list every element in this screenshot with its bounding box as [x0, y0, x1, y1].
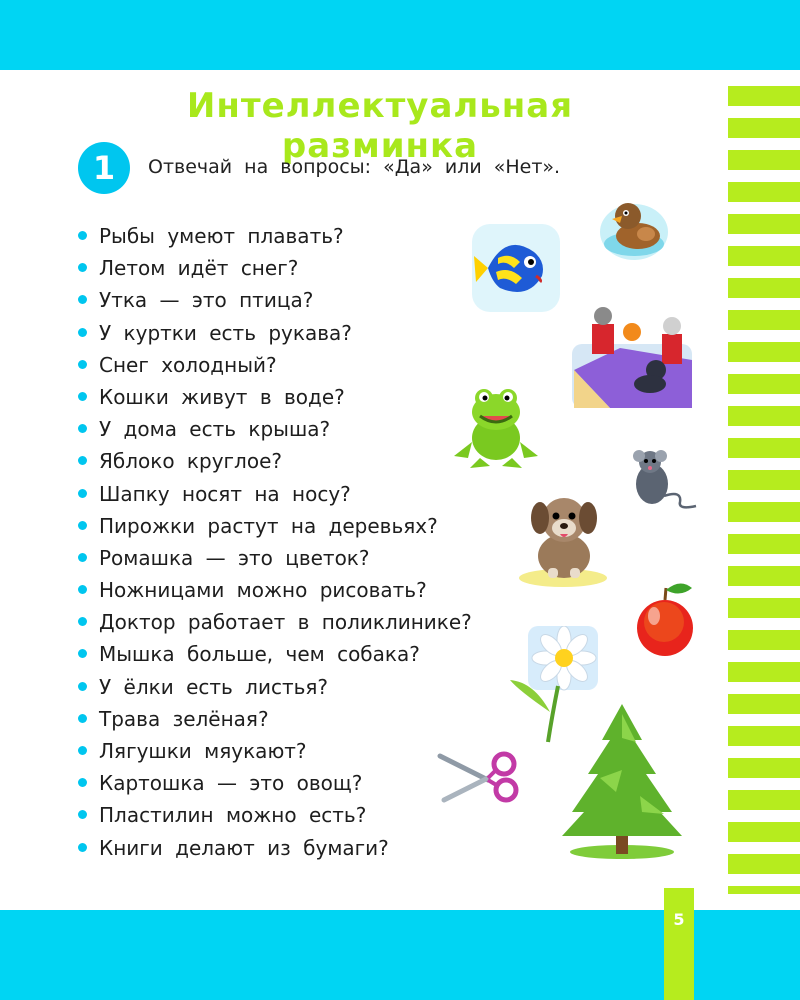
bullet-icon [78, 424, 87, 433]
bullet-icon [78, 521, 87, 530]
question-text: Доктор работает в поликлинике? [99, 610, 472, 635]
question-text: Ножницами можно рисовать? [99, 578, 427, 603]
question-item [78, 252, 472, 284]
question-item [78, 220, 472, 252]
scissors-icon [436, 748, 522, 808]
question-item [78, 671, 472, 703]
question-item [78, 735, 472, 767]
question-text: Лягушки мяукают? [99, 739, 307, 763]
question-text: Рыбы умеют плавать? [99, 224, 344, 248]
bullet-icon [78, 746, 87, 755]
question-item [78, 574, 472, 606]
task-instruction: Отвечай на вопросы: «Да» или «Нет». [148, 156, 561, 178]
question-item [78, 317, 472, 349]
question-text: Мышка больше, чем собака? [99, 642, 420, 667]
bullet-icon [78, 843, 87, 852]
question-list [78, 220, 472, 864]
fish-icon [470, 222, 562, 314]
bullet-icon [78, 328, 87, 337]
bullet-icon [78, 456, 87, 465]
question-text: Утка — это птица? [99, 288, 314, 313]
question-item [78, 606, 472, 638]
question-item [78, 832, 472, 864]
top-band [0, 0, 800, 70]
bullet-icon [78, 489, 87, 498]
mouse-icon [624, 446, 700, 514]
question-text: Шапку носят на носу? [99, 481, 351, 506]
question-item [78, 767, 472, 799]
question-item [78, 413, 472, 445]
question-item [78, 478, 472, 510]
bullet-icon [78, 617, 87, 626]
question-text: Кошки живут в воде? [99, 384, 345, 409]
bullet-icon [78, 392, 87, 401]
question-text: Пирожки растут на деревьях? [99, 513, 438, 538]
question-item [78, 542, 472, 574]
bullet-icon [78, 295, 87, 304]
page-number: 5 [673, 910, 685, 929]
question-text: У дома есть крыша? [99, 417, 331, 442]
question-item [78, 381, 472, 413]
question-text: Снег холодный? [99, 352, 277, 377]
bullet-icon [78, 778, 87, 787]
question-text: Яблоко круглое? [99, 449, 282, 474]
bullet-icon [78, 360, 87, 369]
dog-icon [514, 488, 612, 588]
fir-tree-icon [556, 700, 688, 862]
question-item [78, 284, 472, 316]
question-item [78, 799, 472, 831]
apple-icon [630, 578, 700, 660]
question-text: Трава зелёная? [99, 706, 269, 731]
question-item [78, 703, 472, 735]
question-text: Ромашка — это цветок? [99, 545, 370, 570]
duck-icon [598, 192, 670, 262]
bullet-icon [78, 810, 87, 819]
question-text: Картошка — это овощ? [99, 771, 363, 796]
question-item [78, 445, 472, 477]
question-text: Летом идёт снег? [99, 256, 299, 281]
bullet-icon [78, 682, 87, 691]
question-item [78, 638, 472, 670]
bullet-icon [78, 553, 87, 562]
side-stripes [728, 86, 800, 894]
bullet-icon [78, 649, 87, 658]
bullet-icon [78, 231, 87, 240]
question-text: Пластилин можно есть? [99, 803, 367, 828]
page-tab [664, 888, 694, 1000]
bullet-icon [78, 585, 87, 594]
task-number-badge: 1 [78, 142, 130, 194]
question-text: У куртки есть рукава? [99, 320, 352, 345]
bullet-icon [78, 714, 87, 723]
question-text: У ёлки есть листья? [99, 674, 329, 699]
question-item [78, 510, 472, 542]
cats-on-roof-icon [570, 300, 694, 412]
frog-icon [450, 382, 542, 470]
page-title: Интеллектуальная разминка [186, 86, 574, 166]
question-text: Книги делают из бумаги? [99, 835, 389, 860]
question-item [78, 349, 472, 381]
bullet-icon [78, 263, 87, 272]
